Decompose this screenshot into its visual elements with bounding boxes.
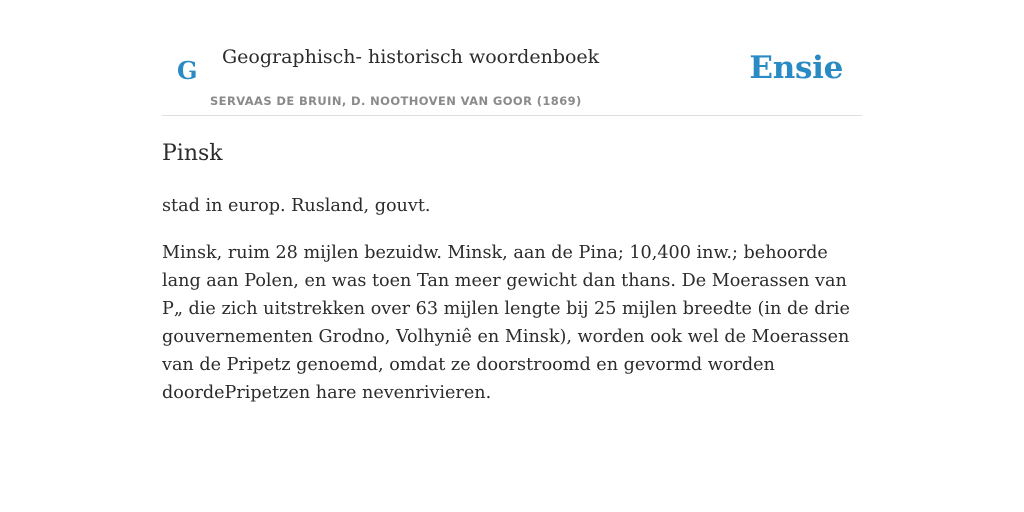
- entry-title: Pinsk: [162, 141, 223, 166]
- dictionary-header: [162, 0, 862, 116]
- entry-paragraph: stad in europ. Rusland, gouvt.: [162, 196, 431, 216]
- book-title-link[interactable]: Geographisch- historisch woordenboek: [222, 46, 600, 68]
- entry-paragraph: Minsk, ruim 28 mijlen bezuidw. Minsk, aan de Pina; 10,400 inw.; behoorde lang aan Polen, en was toen Tan meer gewicht dan thans. De Moerassen van P„ die zich uitstrekken over 63 mijlen lengte bij 25 mijlen breedte (in de drie gouvernementen Grodno, Volhyniê en Minsk), worden ook wel de Moerassen van de Pripetz genoemd, omdat ze doorstroomd en gevormd worden doordePripetzen hare nevenrivieren.: [162, 243, 850, 403]
- book-letter-badge[interactable]: G: [177, 56, 198, 85]
- ensie-logo-link[interactable]: Ensie: [749, 50, 843, 86]
- book-authors: SERVAAS DE BRUIN, D. NOOTHOVEN VAN GOOR (1869): [210, 94, 582, 108]
- page-container: [162, 0, 862, 403]
